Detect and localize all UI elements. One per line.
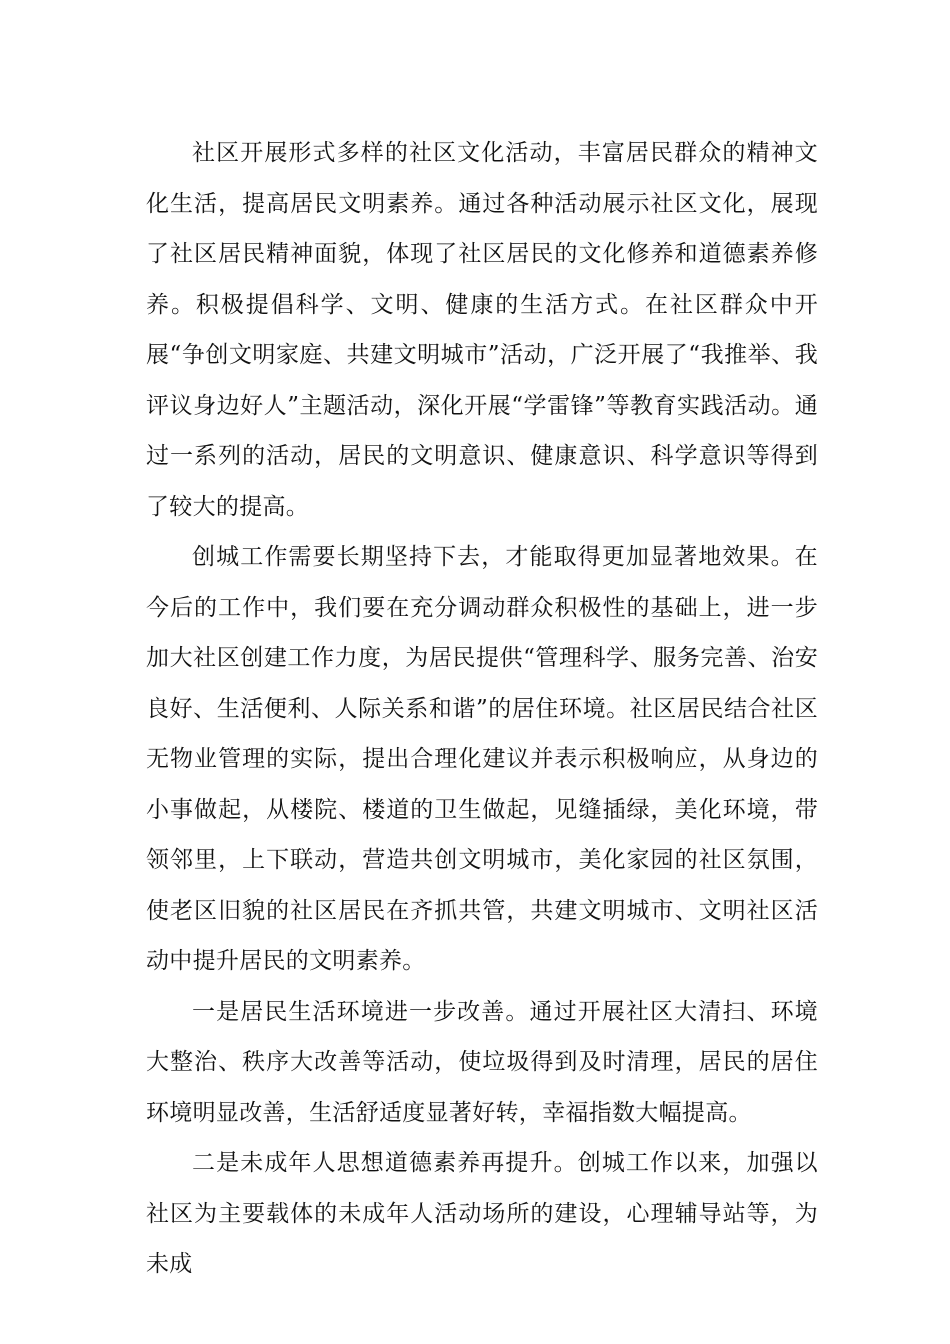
paragraph-community-culture: 社区开展形式多样的社区文化活动，丰富居民群众的精神文化生活，提高居民文明素养。通过各种活动展示社区文化，展现了社区居民精神面貌，体现了社区居民的文化修养和道德素养修养。积极提倡科学、文明、健康的生活方式。在社区群众中开展“争创文明家庭、共建文明城市”活动，广泛开展了“我推举、我评议身边好人”主题活动，深化开展“学雷锋”等教育实践活动。通过一系列的活动，居民的文明意识、健康意识、科学意识等得到了较大的提高。 — [146, 140, 818, 520]
paragraph-living-environment: 一是居民生活环境进一步改善。通过开展社区大清扫、环境大整治、秩序大改善等活动，使垃圾得到及时清理，居民的居住环境明显改善，生活舒适度显著好转，幸福指数大幅提高。 — [146, 998, 818, 1126]
paragraph-minors-morality: 二是未成年人思想道德素养再提升。创城工作以来，加强以社区为主要载体的未成年人活动场所的建设，心理辅导站等，为未成 — [146, 1150, 818, 1277]
paragraph-city-creation-work: 创城工作需要长期坚持下去，才能取得更加显著地效果。在今后的工作中，我们要在充分调动群众积极性的基础上，进一步加大社区创建工作力度，为居民提供“管理科学、服务完善、治安良好、生活便利、人际关系和谐”的居住环境。社区居民结合社区无物业管理的实际，提出合理化建议并表示积极响应，从身边的小事做起，从楼院、楼道的卫生做起，见缝插绿，美化环境，带领邻里，上下联动，营造共创文明城市，美化家园的社区氛围，使老区旧貌的社区居民在齐抓共管，共建文明城市、文明社区活动中提升居民的文明素养。 — [146, 544, 818, 974]
document-body — [146, 128, 818, 1290]
